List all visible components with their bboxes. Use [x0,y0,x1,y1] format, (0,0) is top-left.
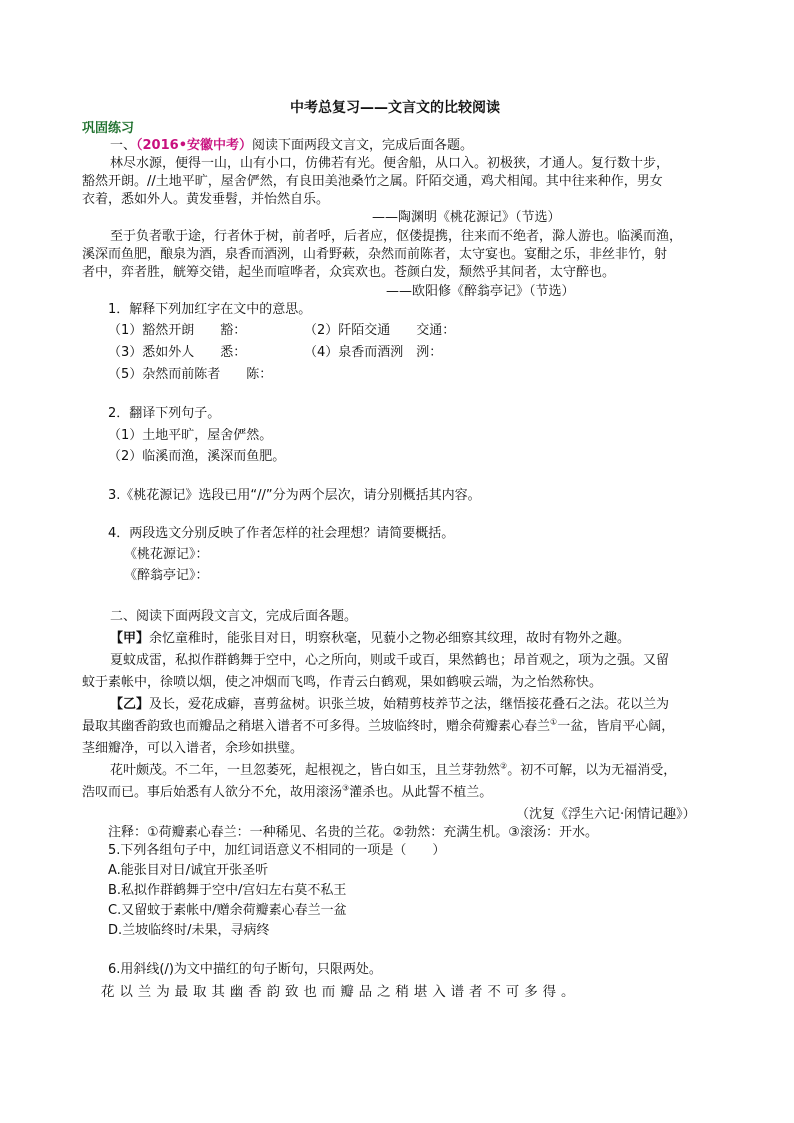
passage1-line: 豁然开朗。//土地平旷，屋舍俨然，有良田美池桑竹之属。阡陌交通，鸡犬相闻。其中往来种作，男女 [82,174,663,189]
part1-lead-source: （2016•安徽中考） [136,138,253,153]
passage1-line: 林尽水源，便得一山，山有小口，仿佛若有光。便舍船，从口入。初极狭，才通人。复行数十步， [110,156,670,171]
passage-yi-line [82,718,674,736]
passage-jia-line: 蚊于素帐中，徐喷以烟，使之冲烟而飞鸣，作青云白鹤观，果如鹤唳云端，为之怡然称快。 [82,675,603,690]
question-2-item: （1）土地平旷，屋舍俨然。 [108,428,273,443]
passage-yi-text: 及长，爱花成癖，喜剪盆树。识张兰坡，始精剪枝养节之法，继悟接花叠石之法。花以兰为 [149,697,670,712]
question-5-option: B.私拟作群鹤舞于空中/宫妇左右莫不私王 [108,883,347,898]
passage-jia-line [110,630,630,648]
question-6-prompt: 6.用斜线(/)为文中描红的句子断句，只限两处。 [108,962,382,977]
passage-yi-line [110,762,676,780]
part2-source: （沈复《浮生六记·闲情记趣》） [516,807,696,822]
question-1-item: （4）泉香而酒洌 洌： [304,345,443,360]
passage2-line: 者中，弈者胜，觥筹交错，起坐而喧哗者，众宾欢也。苍颜白发，颓然乎其间者，太守醉也。 [82,265,616,280]
question-2-item: （2）临溪而渔，溪深而鱼肥。 [108,449,286,464]
passage-yi-text: 。初不可解，以为无福消受， [507,763,677,778]
footnotes: 注释：①荷瓣素心春兰：一种稀见、名贵的兰花。②勃然：充满生机。③滚汤：开水。 [108,825,598,840]
question-2-prompt: 2．翻译下列句子。 [108,406,221,421]
passage-yi-line: 茎细瓣净，可以入谱者，余珍如拱璧。 [82,741,304,756]
question-1-item: （2）阡陌交通 交通： [304,323,456,338]
question-1-item: （1）豁然开朗 豁： [108,323,247,338]
footnote-marker: ③ [342,783,350,793]
question-1-item: （5）杂然而前陈者 陈： [108,367,273,382]
part1-lead-rest: 阅读下面两段文言文，完成后面各题。 [252,138,474,153]
passage-yi-line [110,696,669,714]
passage2-source: ——欧阳修《醉翁亭记》（节选） [386,284,575,299]
document-title: 中考总复习——文言文的比较阅读 [290,100,500,116]
passage2-line: 溪深而鱼肥，酿泉为酒，泉香而酒洌，山肴野蔌，杂然而前陈者，太守宴也。宴酣之乐，非丝非竹，射 [82,247,668,262]
passage-jia-line: 夏蚊成雷，私拟作群鹤舞于空中，心之所向，则或千或百，果然鹤也；昂首观之，项为之强。又留 [110,653,670,668]
passage1-line: 衣着，悉如外人。黄发垂髫，并怡然自乐。 [82,192,330,207]
passage-yi-line [82,784,492,802]
question-6-sentence: 花以兰为最取其幽香韵致也而瓣品之稍堪入谱者不可多得。 [101,984,580,1000]
question-5-option: C.又留蚊于素帐中/赠余荷瓣素心春兰一盆 [108,903,347,918]
question-1-prompt: 1．解释下列加红字在文中的意思。 [108,302,312,317]
footnote-marker: ① [550,717,558,727]
passage-yi-text: 浩叹而已。事后始悉有人欲分不允，故用滚汤 [82,785,343,800]
question-4-prompt: 4．两段选文分别反映了作者怎样的社会理想？请简要概括。 [108,526,455,541]
footnote-marker: ② [500,761,508,771]
part1-lead-prefix: 一、 [110,138,137,153]
passage-yi-text: 一盆，皆肩平心阔， [557,719,675,734]
part2-lead: 二、阅读下面两段文言文，完成后面各题。 [110,609,358,624]
question-5-option: D.兰坡临终时/未果，寻病终 [108,923,270,938]
question-3-prompt: 3.《桃花源记》选段已用“//”分为两个层次，请分别概括其内容。 [108,488,481,503]
question-1-item: （3）悉如外人 悉： [108,345,247,360]
question-5-prompt: 5.下列各组句子中，加红词语意义不相同的一项是（ ） [108,843,446,858]
passage2-line: 至于负者歌于途，行者休于树，前者呼，后者应，伛偻提携，往来而不绝者，滁人游也。临溪而渔， [110,229,683,244]
passage-yi-label: 【乙】 [110,697,150,712]
passage-jia-label: 【甲】 [110,631,150,646]
question-4-item: 《桃花源记》： [124,547,209,562]
question-5-option: A.能张目对日/诚宜开张圣听 [108,863,269,878]
part1-lead [110,137,473,155]
passage-yi-text: 花叶颇茂。不二年，一旦忽萎死，起根视之，皆白如玉，且兰芽勃然 [110,763,501,778]
passage-yi-text: 灌杀也。从此誓不植兰。 [349,785,493,800]
section-heading: 巩固练习 [82,121,135,136]
passage-yi-text: 最取其幽香韵致也而瓣品之稍堪入谱者不可多得。兰坡临终时，赠余荷瓣素心春兰 [82,719,551,734]
question-4-item: 《醉翁亭记》： [124,568,209,583]
passage-jia-text: 余忆童稚时，能张目对日，明察秋毫，见藐小之物必细察其纹理，故时有物外之趣。 [149,631,631,646]
passage1-source: ——陶渊明《桃花源记》（节选） [372,210,561,225]
